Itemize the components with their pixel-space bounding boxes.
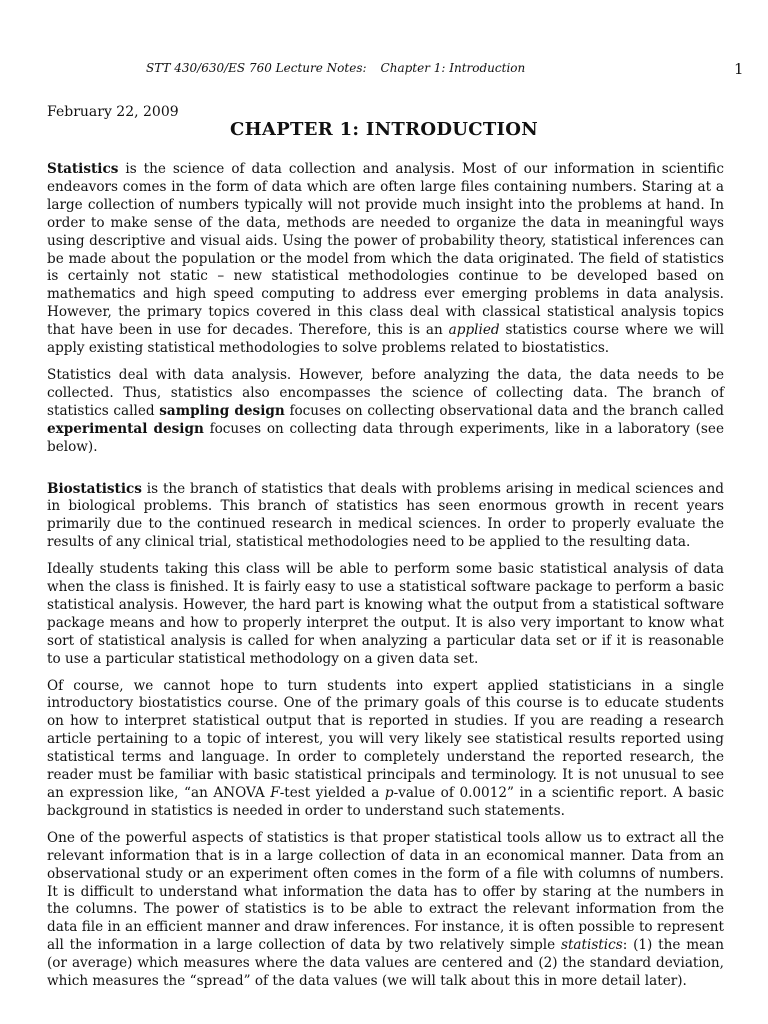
paragraph-powerful-aspects <box>47 830 724 991</box>
paragraph-text: focuses on collecting observational data and the branch called <box>284 402 724 419</box>
paragraph-interpretation <box>47 678 724 821</box>
header-course: STT 430/630/ES 760 Lecture Notes: <box>146 61 367 75</box>
header-chapter: Chapter 1: Introduction <box>380 61 526 75</box>
paragraph-text: : (1) the mean (or average) which measures where the data values are centered and (2) the standard deviation, which measures the “spread” of the data values (we will talk about this in more detail later). <box>47 937 724 990</box>
paragraph-statistics-definition <box>47 161 724 358</box>
term-sampling-design: sampling design <box>159 402 285 419</box>
emphasis-f: F <box>270 785 280 801</box>
chapter-title: CHAPTER 1: INTRODUCTION <box>230 119 538 140</box>
paragraph-text: Ideally students taking this class will be able to perform some basic statistical analysis of data when the class is finished. It is fairly easy to use a statistical software package to perform a basic statistical analysis. However, the hard part is knowing what the output from a statistical software package means and how to properly interpret the output. It is also very important to know what sort of statistical analysis is called for when analyzing a particular data set or if it is reasonable to use a particular statistical methodology on a given data set. <box>47 561 724 667</box>
paragraph-text: Statistics deal with data analysis. However, before analyzing the data, the data needs to be collected. Thus, statistics also encompasses the science of collecting data. The branch of statistics called <box>47 366 724 419</box>
paragraph-text: -test yielded a <box>279 785 385 801</box>
paragraph-text: One of the powerful aspects of statistics is that proper statistical tools allow us to extract all the relevant information that is in a large collection of data in an economical manner. Data from an observational study or an experiment often comes in the form of a file with columns of numbers. It is difficult to understand what information the data has to offer by staring at the numbers in the columns. The power of statistics is to be able to extract the relevant information from the data file in an efficient manner and draw inferences. For instance, it is often possible to represent all the information in a large collection of data by two relatively simple <box>47 829 724 954</box>
paragraph-text: Of course, we cannot hope to turn students into expert applied statisticians in a single introductory biostatistics course. One of the primary goals of this course is to educate students on how to interpret statistical output that is reported in studies. If you are reading a research article pertaining to a topic of interest, you will very likely see statistical results reported using statistical terms and language. In order to completely understand the reported research, the reader must be familiar with basic statistical principals and terminology. It is not unusual to see an expression like, “an ANOVA <box>47 677 724 801</box>
emphasis-applied: applied <box>448 322 500 339</box>
paragraph-text: is the branch of statistics that deals with problems arising in medical sciences and in biological problems. This branch of statistics has seen enormous growth in recent years primarily due to the continued research in medical sciences. In order to properly evaluate the results of any clinical trial, statistical methodologies need to be applied to the resulting data. <box>47 480 724 551</box>
body-text <box>47 161 724 1000</box>
paragraph-biostatistics <box>47 481 724 553</box>
paragraph-text: is the science of data collection and analysis. Most of our information in scientific endeavors comes in the form of data which are often large files containing numbers. Staring at a large collection of numbers typically will not provide much insight into the problems at hand. In order to make sense of the data, methods are needed to organize the data in meaningful ways using descriptive and visual aids. Using the power of probability theory, statistical inferences can be made about the population or the model from which the data originated. The field of statistics is certainly not static – new statistical methodologies continue to be developed based on mathematics and high speed computing to address ever emerging problems in data analysis. However, the primary topics covered in this class deal with classical statistical analysis topics that have been in use for decades. Therefore, this is an <box>47 161 724 339</box>
term-biostatistics: Biostatistics <box>47 480 142 497</box>
term-statistics: Statistics <box>47 161 119 177</box>
running-header <box>146 61 525 75</box>
paragraph-text: -value of 0.0012” in a scientific report. A basic background in statistics is needed in order to understand such statements. <box>47 785 724 819</box>
document-date: February 22, 2009 <box>47 104 179 120</box>
paragraph-text: statistics course where we will apply existing statistical methodologies to solve problems related to biostatistics. <box>47 322 725 357</box>
paragraph-text: focuses on collecting data through experiments, like in a laboratory (see below). <box>47 420 724 455</box>
paragraph-data-collection <box>47 367 724 457</box>
emphasis-p: p <box>384 785 394 801</box>
page-number: 1 <box>734 60 744 78</box>
paragraph-course-goals <box>47 561 724 668</box>
term-experimental-design: experimental design <box>47 420 204 437</box>
emphasis-statistics: statistics <box>560 937 623 954</box>
